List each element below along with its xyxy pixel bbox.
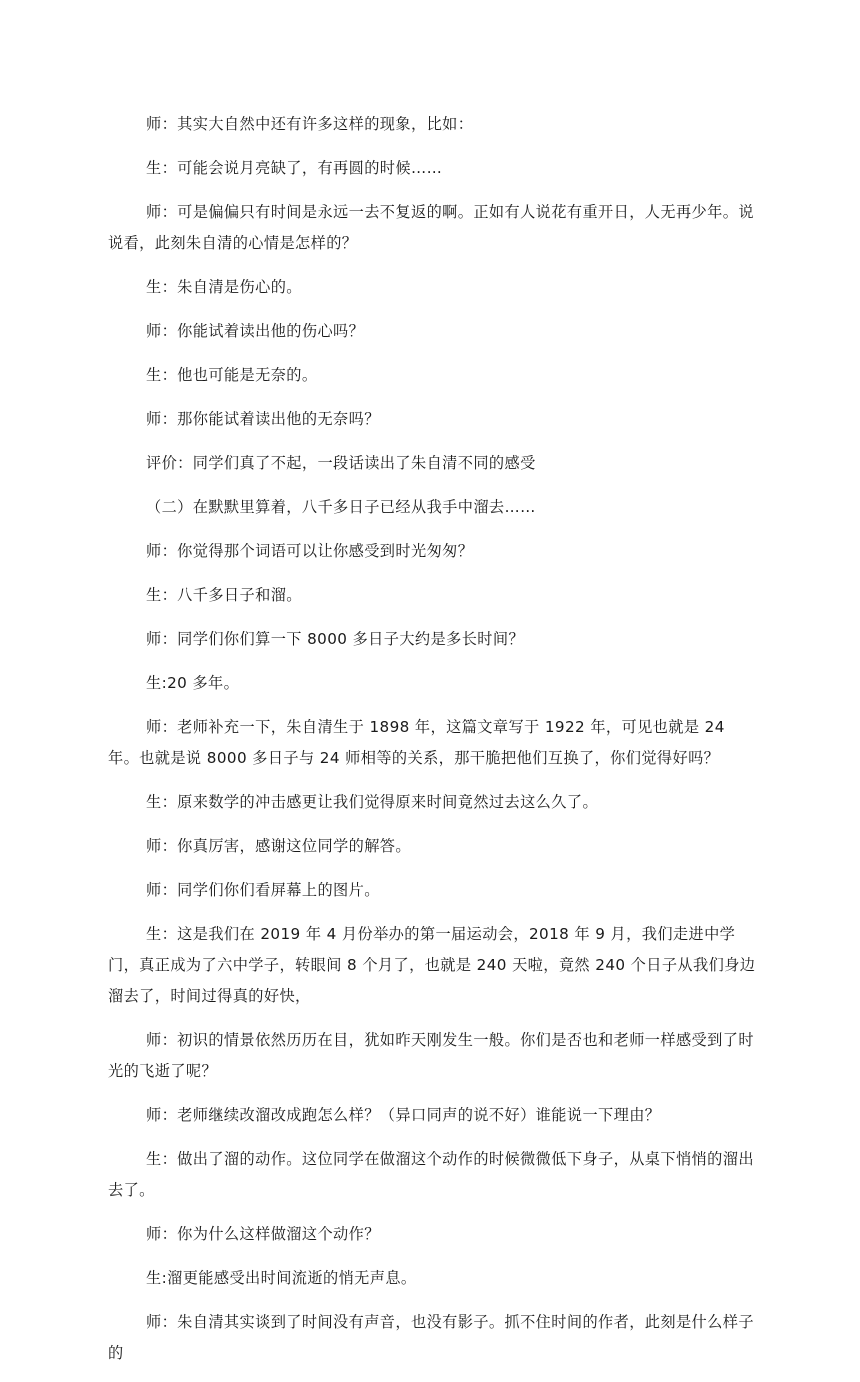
paragraph: 生：朱自清是伤心的。 [146,278,302,296]
paragraph: 师：你为什么这样做溜这个动作？ [146,1225,380,1243]
paragraph: 师：可是偏偏只有时间是永远一去不复返的啊。正如有人说花有重开日，人无再少年。说说看，此刻朱自清的心情是怎样的？ [108,203,754,252]
paragraph: 生：做出了溜的动作。这位同学在做溜这个动作的时候微微低下身子，从桌下悄悄的溜出去了。 [108,1150,754,1199]
paragraph: 师：那你能试着读出他的无奈吗？ [146,410,380,428]
paragraph: 师：初识的情景依然历历在目，犹如昨天刚发生一般。你们是否也和老师一样感受到了时光的飞逝了呢？ [108,1031,754,1080]
paragraph: 师：老师继续改溜改成跑怎么样？（异口同声的说不好）谁能说一下理由？ [146,1106,661,1124]
paragraph: 生：八千多日子和溜。 [146,586,302,604]
paragraph: 生：原来数学的冲击感更让我们觉得原来时间竟然过去这么久了。 [146,793,599,811]
paragraph: 生:20 多年。 [146,674,240,692]
paragraph: 评价：同学们真了不起，一段话读出了朱自清不同的感受 [146,454,536,472]
paragraph: 师：朱自清其实谈到了时间没有声音，也没有影子。抓不住时间的作者，此刻是什么样子的 [108,1313,754,1362]
paragraph: 师：同学们你们看屏幕上的图片。 [146,881,380,899]
paragraph: 生：他也可能是无奈的。 [146,366,318,384]
paragraph: 生：这是我们在 2019 年 4 月份举办的第一届运动会，2018 年 9 月，我们走进中学门，真正成为了六中学子，转眼间 8 个月了，也就是 240 天啦，竟然 240 个日子从我们身边溜去了，时间过得真的好快， [108,925,756,1005]
paragraph: 师：你真厉害，感谢这位同学的解答。 [146,837,411,855]
paragraph: 师：其实大自然中还有许多这样的现象，比如： [146,115,474,133]
paragraph: 师：老师补充一下，朱自清生于 1898 年，这篇文章写于 1922 年，可见也就是 24 年。也就是说 8000 多日子与 24 师相等的关系，那干脆把他们互换了，你们觉得好吗？ [108,718,725,767]
paragraph: 生：可能会说月亮缺了，有再圆的时候…… [146,159,443,177]
paragraph: 师：同学们你们算一下 8000 多日子大约是多长时间？ [146,630,525,648]
document-body [108,109,758,1382]
paragraph: 生:溜更能感受出时间流逝的悄无声息。 [146,1269,417,1287]
section-heading: （二）在默默里算着，八千多日子已经从我手中溜去…… [146,498,536,516]
paragraph: 师：你觉得那个词语可以让你感受到时光匆匆？ [146,542,474,560]
paragraph: 师：你能试着读出他的伤心吗？ [146,322,365,340]
